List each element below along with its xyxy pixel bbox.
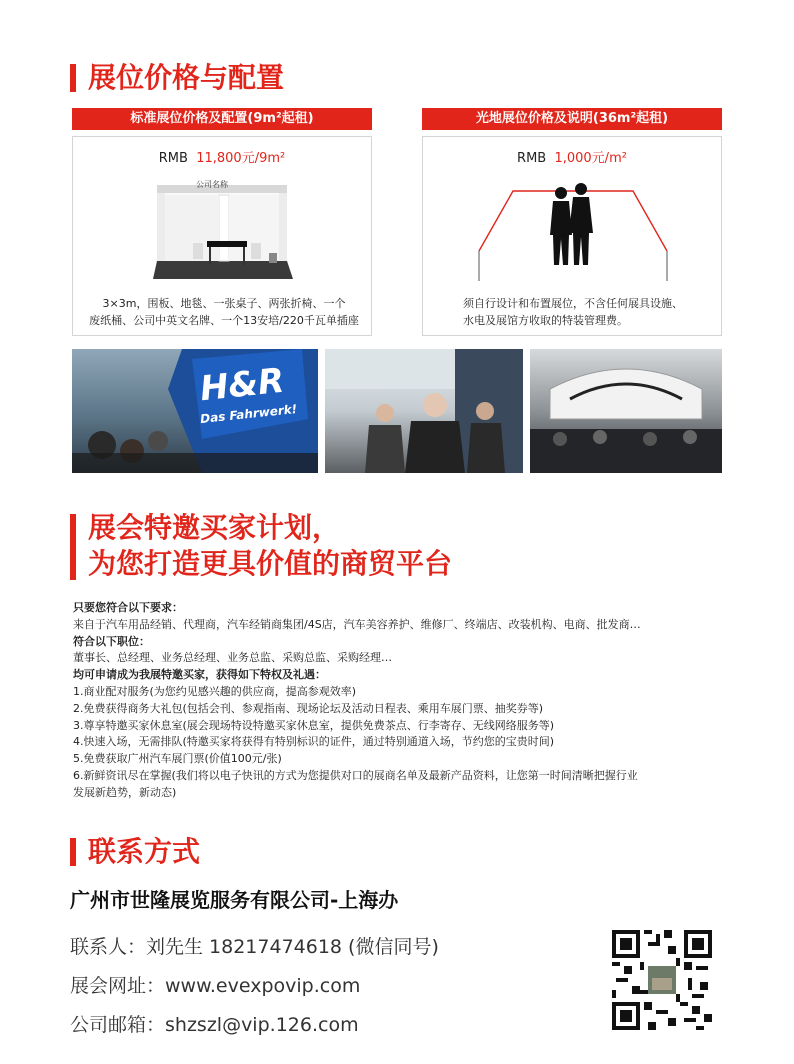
requirements-heading: 均可申请成为我展特邀买家，获得如下特权及礼遇： <box>73 668 326 682</box>
price-value: 11,800元/9m² <box>196 151 286 166</box>
section-title-text: 联系方式 <box>88 835 201 868</box>
title-bar <box>70 64 76 92</box>
raw-description <box>463 295 713 329</box>
privilege-item: 5.免费获取广州汽车展门票(价值100元/张) <box>73 752 282 766</box>
privilege-item: 4.快速入场，无需排队(特邀买家将获得有特别标识的证件，通过特别通道入场，节约您的宝贵时间) <box>73 735 555 749</box>
booth-sign: 公司名称 <box>196 180 228 189</box>
section-title-booth-price <box>70 60 284 96</box>
raw-price <box>423 147 721 166</box>
email[interactable]: 公司邮箱：shzszl@vip.126.com <box>70 1014 359 1036</box>
standard-booth-panel <box>72 136 372 336</box>
privilege-item: 6.新鲜资讯尽在掌握(我们将以电子快讯的方式为您提供对口的展商名单及最新产品资料，让您第一时间清晰把握行业 <box>73 768 638 782</box>
contact-person: 联系人：刘先生 18217474618 (微信同号) <box>70 936 439 958</box>
website[interactable]: 展会网址：www.evexpovip.com <box>70 975 361 997</box>
section-title-line: 为您打造更具价值的商贸平台 <box>88 547 453 580</box>
exhibition-photo-1 <box>72 349 318 473</box>
price-prefix: RMB <box>158 151 188 166</box>
price-value: 1,000元/m² <box>554 151 627 166</box>
photo-brand-subtext: Das Fahrwerk! <box>199 401 298 427</box>
qr-code-icon <box>612 930 712 1030</box>
photo-brand-text: H&R <box>198 360 287 410</box>
section-title-line: 展会特邀买家计划， <box>88 511 341 544</box>
company-name: 广州市世隆展览服务有限公司-上海办 <box>70 888 399 912</box>
desc-line: 须自行设计和布置展位，不含任何展具设施、 <box>463 297 683 310</box>
desc-line: 3×3m，围板、地毯、一张桌子、两张折椅、一个 <box>102 297 346 310</box>
price-prefix: RMB <box>517 151 547 166</box>
privilege-item: 3.尊享特邀买家休息室(展会现场特设特邀买家休息室，提供免费茶点、行李寄存、无线网络服务等) <box>73 718 555 732</box>
desc-line: 废纸桶、公司中英文名牌、一个13安培/220千瓦单插座 <box>89 314 359 327</box>
privilege-item: 1.商业配对服务(为您约见感兴趣的供应商，提高参观效率) <box>73 684 357 698</box>
privilege-item: 2.免费获得商务大礼包(包括会刊、参观指南、现场论坛及活动日程表、乘用车展门票、抽奖券等) <box>73 701 544 715</box>
standard-booth-illustration <box>153 175 293 285</box>
requirements-heading: 只要您符合以下要求： <box>73 601 183 614</box>
desc-line: 水电及展馆方收取的特装管理费。 <box>463 314 628 327</box>
privilege-item: 发展新趋势，新动态) <box>73 785 177 799</box>
raw-space-header: 光地展位价格及说明(36m²起租) <box>422 108 722 130</box>
standard-price <box>73 147 371 166</box>
title-bar <box>70 838 76 866</box>
exhibition-photo-2 <box>325 349 523 473</box>
requirements-heading: 符合以下职位： <box>73 634 150 648</box>
requirements-line: 董事长、总经理、业务总经理、业务总监、采购总监、采购经理… <box>73 651 392 665</box>
raw-space-panel <box>422 136 722 336</box>
requirements-line: 来自于汽车用品经销、代理商，汽车经销商集团/4S店，汽车美容养护、维修厂、终端店、改装机构、电商、批发商… <box>73 617 641 631</box>
section-title-contact <box>70 834 200 870</box>
section-title-block <box>88 510 452 582</box>
standard-description <box>89 295 359 329</box>
section-title-buyer-program <box>70 510 452 582</box>
exhibition-photo-3 <box>530 349 722 473</box>
title-bar <box>70 514 76 580</box>
raw-space-illustration <box>473 177 673 287</box>
requirements-block <box>73 600 733 802</box>
section-title-text: 展位价格与配置 <box>88 61 285 94</box>
standard-booth-header: 标准展位价格及配置(9m²起租) <box>72 108 372 130</box>
